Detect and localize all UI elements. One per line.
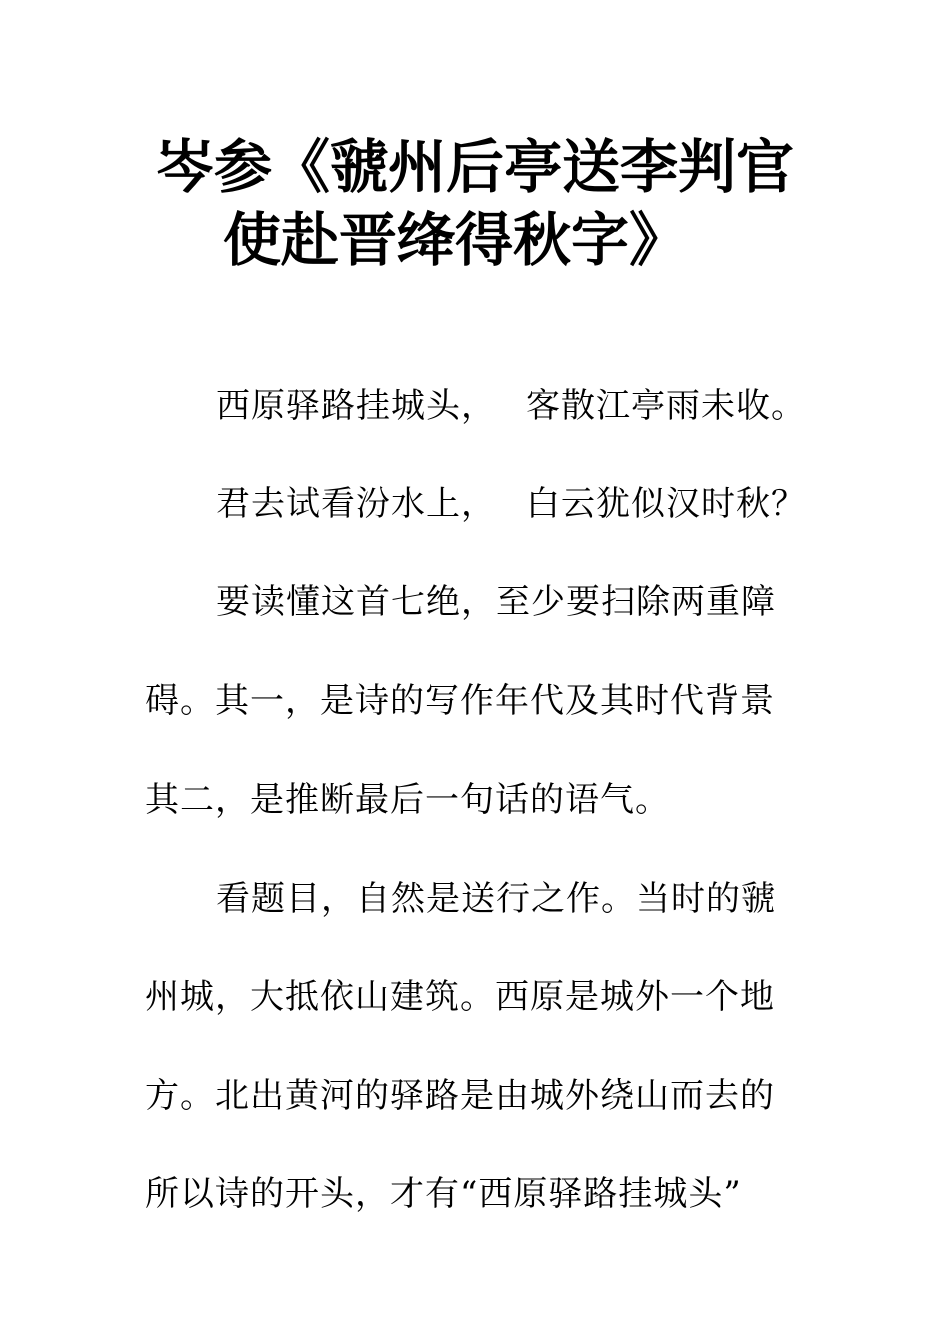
paragraph-2-line-3: 方。北出黄河的驿路是由城外绕山而去的 (145, 1076, 775, 1116)
poem-line-1-second-half: 客散江亭雨未收。 (526, 386, 806, 426)
poem-line-1-first-half: 西原驿路挂城头， (216, 386, 496, 426)
paragraph-1-line-3: 其二，是推断最后一句话的语气。 (145, 780, 670, 820)
poem-line-2-first-half: 君去试看汾水上， (216, 484, 496, 524)
paragraph-2-line-4: 所以诗的开头，才有“西原驿路挂城头” (145, 1174, 742, 1214)
paragraph-2-line-1: 看题目，自然是送行之作。当时的虢 (216, 879, 776, 919)
poem-line-2-second-half: 白云犹似汉时秋？ (526, 484, 806, 524)
poem-line-2 (216, 480, 806, 528)
document-title-line-1: 岑参《虢州后亭送李判官 (155, 133, 794, 201)
paragraph-1-line-2: 碍。其一，是诗的写作年代及其时代背景 (145, 681, 775, 721)
paragraph-2-line-2: 州城，大抵依山建筑。西原是城外一个地 (145, 977, 775, 1017)
poem-line-1 (216, 382, 806, 430)
document-title-line-2: 使赴晋绛得秋字》 (222, 206, 687, 274)
paragraph-1-line-1: 要读懂这首七绝，至少要扫除两重障 (216, 582, 776, 622)
